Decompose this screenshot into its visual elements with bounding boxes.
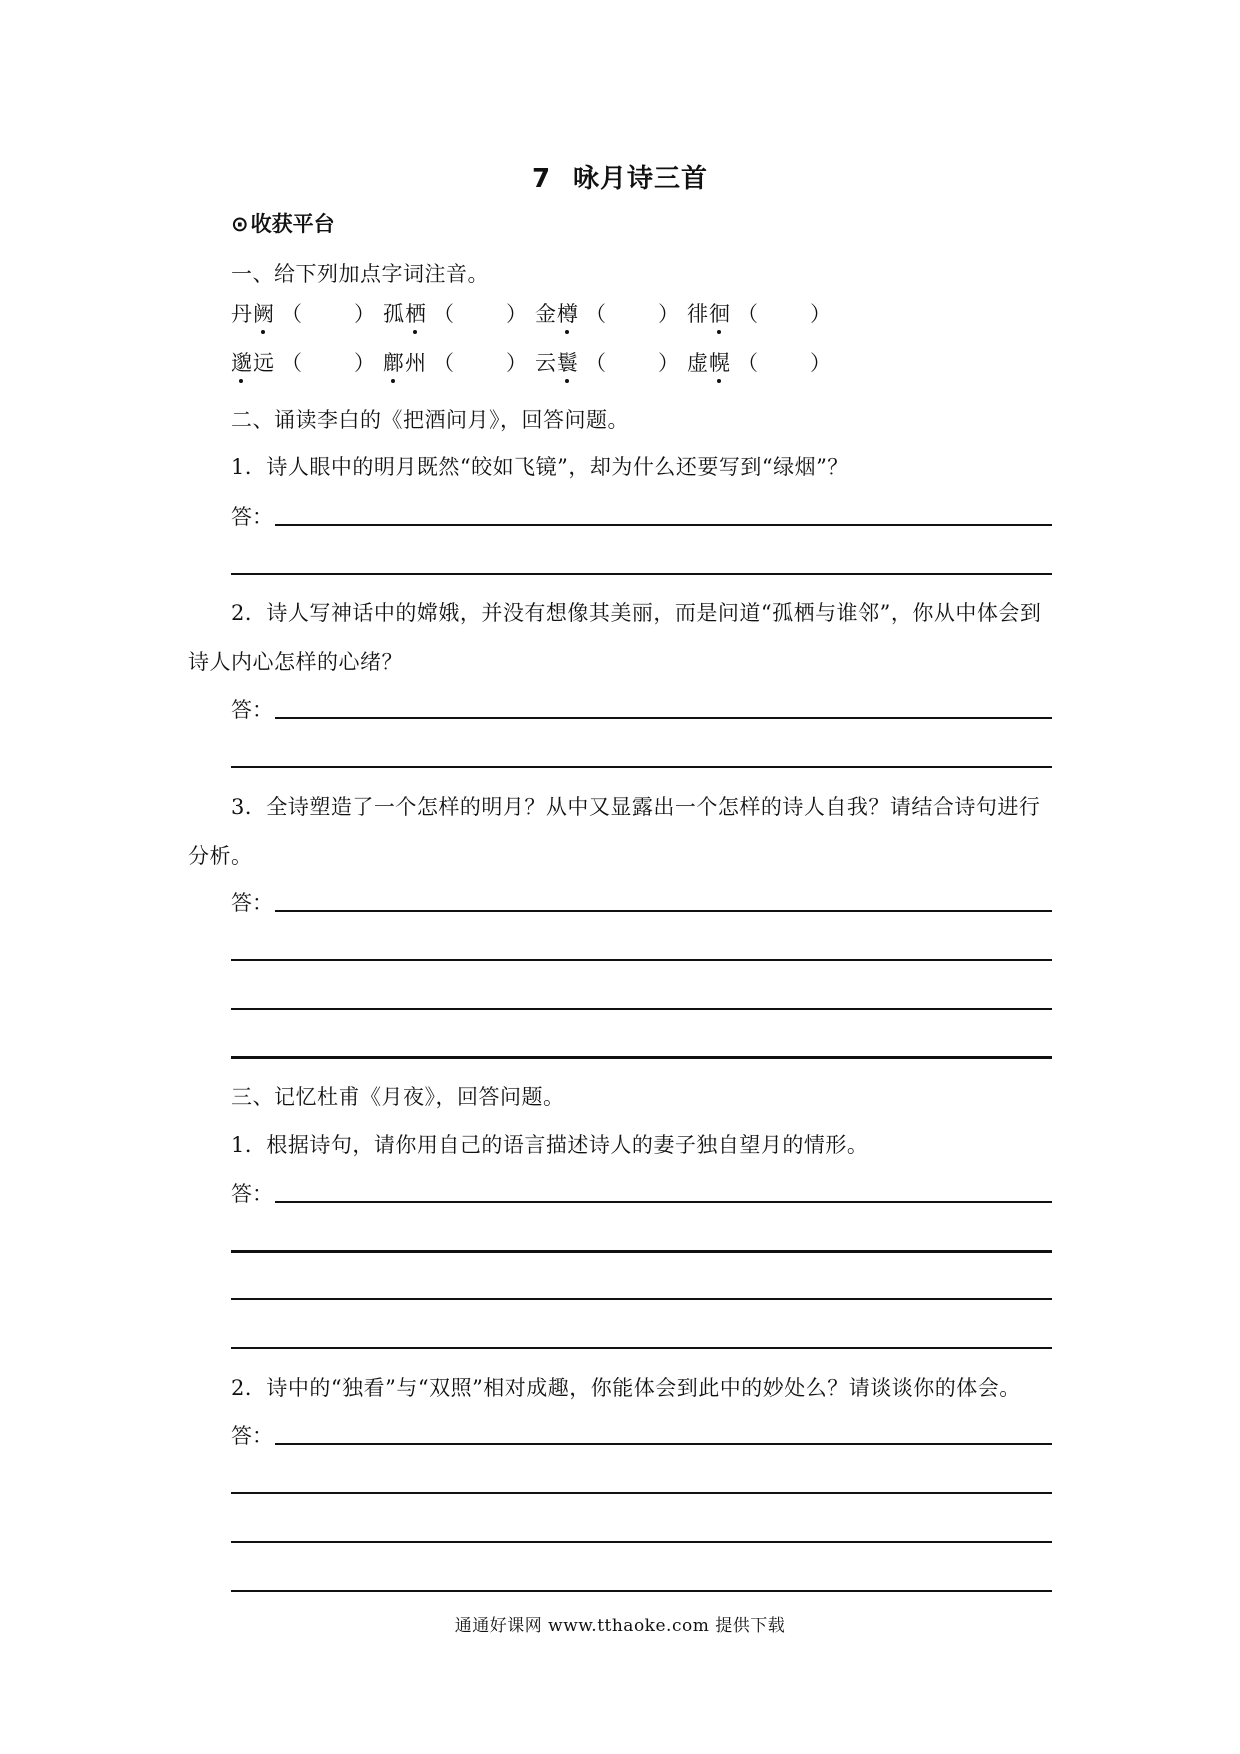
emphasis-dot-icon — [391, 379, 395, 383]
question-3-2: 2．诗中的“独看”与“双照”相对成趣，你能体会到此中的妙处么？请谈谈你的体会。 — [231, 1376, 1021, 1400]
emphasis-dot-icon — [565, 379, 569, 383]
pinyin-item: 孤栖 （ ） — [383, 298, 527, 328]
answer-line[interactable] — [275, 717, 1052, 719]
page-footer: 通通好课网 www.tthaoke.com 提供下载 — [454, 1616, 786, 1636]
answer-line[interactable] — [275, 1201, 1052, 1203]
question-3-prompt: 三、记忆杜甫《月夜》，回答问题。 — [231, 1085, 565, 1109]
question-2-prompt: 二、诵读李白的《把酒问月》，回答问题。 — [231, 408, 629, 432]
answer-line[interactable] — [231, 1541, 1052, 1543]
answer-label: 答： — [231, 1182, 273, 1206]
emphasis-dot-icon — [239, 379, 243, 383]
pinyin-item: 云鬟 （ ） — [535, 347, 679, 377]
answer-label: 答： — [231, 891, 273, 915]
answer-line[interactable] — [231, 1347, 1052, 1349]
answer-line[interactable] — [275, 1443, 1052, 1445]
emphasis-dot-icon — [261, 330, 265, 334]
answer-line[interactable] — [231, 1250, 1052, 1253]
emphasis-dot-icon — [717, 330, 721, 334]
lesson-title: 咏月诗三首 — [573, 164, 709, 194]
pinyin-word: 鄜州 — [383, 347, 427, 377]
pinyin-item: 邈远 （ ） — [231, 347, 375, 377]
pinyin-item: 虚幌 （ ） — [687, 347, 831, 377]
question-1-prompt: 一、给下列加点字词注音。 — [231, 262, 489, 286]
question-2-3-line-2: 分析。 — [188, 844, 253, 868]
page-title — [0, 158, 1240, 195]
emphasis-dot-icon — [717, 379, 721, 383]
answer-line[interactable] — [275, 910, 1052, 912]
question-2-2-line-1: 2．诗人写神话中的嫦娥，并没有想像其美丽，而是问道“孤栖与谁邻”，你从中体会到 — [231, 601, 1042, 625]
section-heading-text: 收获平台 — [250, 212, 335, 236]
pinyin-item: 徘徊 （ ） — [687, 298, 831, 328]
pinyin-item: 丹阙 （ ） — [231, 298, 375, 328]
pinyin-word: 邈远 — [231, 347, 275, 377]
pinyin-word: 孤栖 — [383, 298, 427, 328]
answer-line[interactable] — [231, 1590, 1052, 1592]
question-2-1: 1．诗人眼中的明月既然“皎如飞镜”，却为什么还要写到“绿烟”？ — [231, 455, 849, 479]
emphasis-dot-icon — [413, 330, 417, 334]
pinyin-word: 虚幌 — [687, 347, 731, 377]
pinyin-word: 徘徊 — [687, 298, 731, 328]
question-2-3-line-1: 3．全诗塑造了一个怎样的明月？从中又显露出一个怎样的诗人自我？请结合诗句进行 — [231, 795, 1041, 819]
answer-label: 答： — [231, 1424, 273, 1448]
answer-line[interactable] — [231, 959, 1052, 961]
answer-line[interactable] — [231, 1298, 1052, 1300]
emphasis-dot-icon — [565, 330, 569, 334]
section-heading — [231, 208, 335, 238]
answer-line[interactable] — [275, 524, 1052, 526]
pinyin-word: 云鬟 — [535, 347, 579, 377]
answer-label: 答： — [231, 698, 273, 722]
pinyin-item: 鄜州 （ ） — [383, 347, 527, 377]
circle-dot-icon: ⊙ — [231, 212, 249, 236]
answer-line[interactable] — [231, 766, 1052, 768]
answer-line[interactable] — [231, 1056, 1052, 1059]
answer-line[interactable] — [231, 1492, 1052, 1494]
answer-line[interactable] — [231, 1008, 1052, 1010]
lesson-number: 7 — [531, 164, 552, 194]
pinyin-word: 丹阙 — [231, 298, 275, 328]
pinyin-word: 金樽 — [535, 298, 579, 328]
answer-label: 答： — [231, 505, 273, 529]
question-3-1: 1．根据诗句，请你用自己的语言描述诗人的妻子独自望月的情形。 — [231, 1133, 869, 1157]
answer-line[interactable] — [231, 573, 1052, 575]
pinyin-item: 金樽 （ ） — [535, 298, 679, 328]
question-2-2-line-2: 诗人内心怎样的心绪？ — [188, 650, 403, 674]
